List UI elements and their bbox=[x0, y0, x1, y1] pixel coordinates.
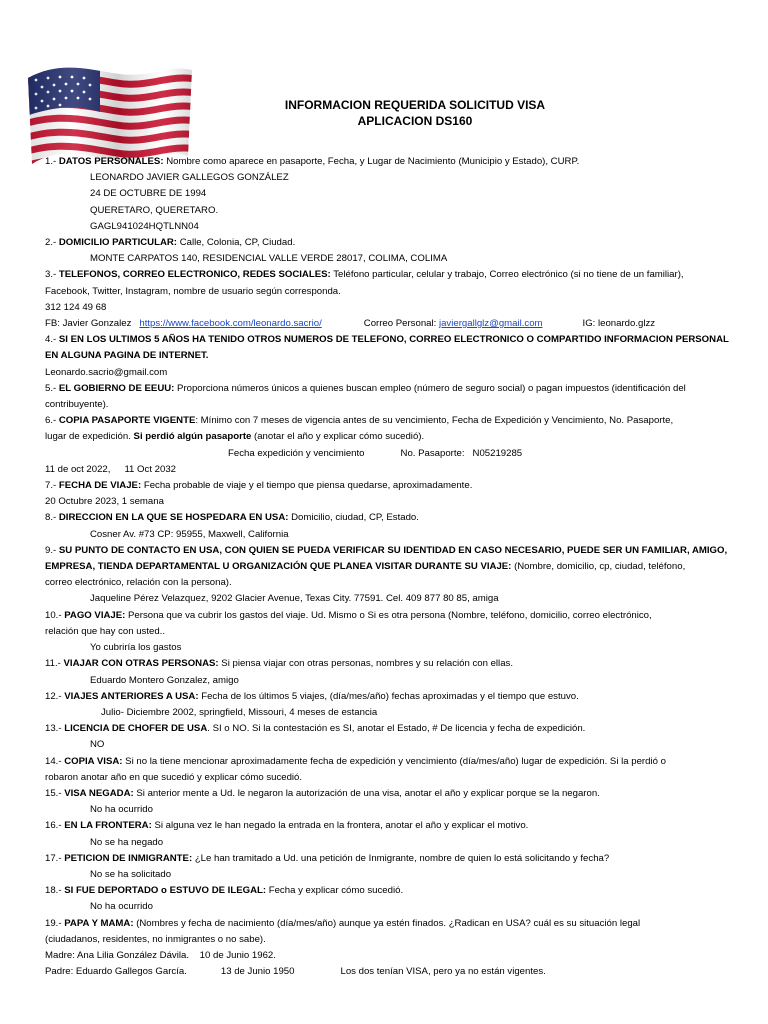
section-16-heading: 16.- EN LA FRONTERA: Si alguna vez le han negado la entrada en la frontera, anotar el año y explicar el motivo. bbox=[45, 820, 529, 832]
section-4-heading-cont: EN ALGUNA PAGINA DE INTERNET. bbox=[45, 350, 209, 362]
section-9-text: correo electrónico, relación con la persona). bbox=[45, 577, 232, 589]
father-row: Padre: Eduardo Gallegos García. 13 de Junio 1950 Los dos tenían VISA, pero ya no están vigentes. bbox=[45, 966, 546, 978]
usa-contact: Jaqueline Pérez Velazquez, 9202 Glacier Avenue, Texas City. 77591. Cel. 409 877 80 85, amiga bbox=[90, 593, 499, 605]
passport-dates: 11 de oct 2022, 11 Oct 2032 bbox=[45, 463, 176, 475]
section-13-heading: 13.- LICENCIA DE CHOFER DE USA. SI o NO. Si la contestación es SI, anotar el Estado, # De licencia y fecha de expedición. bbox=[45, 723, 586, 735]
travel-companions: Eduardo Montero Gonzalez, amigo bbox=[90, 674, 239, 686]
email-label: Correo Personal: bbox=[363, 318, 437, 330]
section-3-heading: 3.- TELEFONOS, CORREO ELECTRONICO, REDES SOCIALES: Teléfono particular, celular y trabajo, Correo electrónico (si no tiene de un familiar), bbox=[45, 269, 684, 281]
curp: GAGL941024HQTLNN04 bbox=[90, 220, 199, 232]
section-14-text: robaron anotar año en que sucedió y explicar cómo sucedió. bbox=[45, 771, 303, 783]
section-17-heading: 17.- PETICION DE INMIGRANTE: ¿Le han tramitado a Ud. una petición de Inmigrante, nombre de quien lo está solicitando y fecha? bbox=[45, 852, 610, 864]
section-2-heading: 2.- DOMICILIO PARTICULAR: Calle, Colonia, CP, Ciudad. bbox=[45, 237, 296, 249]
section-3-text: Facebook, Twitter, Instagram, nombre de usuario según corresponda. bbox=[45, 285, 341, 297]
page-subtitle: APLICACION DS160 bbox=[357, 114, 473, 128]
other-email: Leonardo.sacrio@gmail.com bbox=[45, 366, 168, 378]
section-9-heading: 9.- SU PUNTO DE CONTACTO EN USA, CON QUIEN SE PUEDA VERIFICAR SU IDENTIDAD EN CASO NECESARIO, PUEDE SER UN FAMILIAR, AMIGO, bbox=[45, 544, 728, 556]
page-title: INFORMACION REQUERIDA SOLICITUD VISA bbox=[284, 98, 546, 112]
home-address: MONTE CARPATOS 140, RESIDENCIAL VALLE VERDE 28017, COLIMA, COLIMA bbox=[90, 253, 448, 265]
usa-address: Cosner Av. #73 CP: 95955, Maxwell, California bbox=[90, 528, 289, 540]
section-12-heading: 12.- VIAJES ANTERIORES A USA: Fecha de los últimos 5 viajes, (día/mes/año) fechas aproximadas y el tiempo que estuvo. bbox=[45, 690, 579, 702]
passport-number: N05219285 bbox=[472, 447, 523, 459]
section-6-text: lugar de expedición. Si perdió algún pasaporte (anotar el año y explicar cómo sucedió). bbox=[45, 431, 425, 443]
section-15-heading: 15.- VISA NEGADA: Si anterior mente a Ud. le negaron la autorización de una visa, anotar el año y explicar porque se la negaron. bbox=[45, 787, 600, 799]
section-10-text: relación que hay con usted.. bbox=[45, 625, 166, 637]
trip-payer: Yo cubriría los gastos bbox=[90, 642, 182, 654]
mother-row: Madre: Ana Lilia González Dávila. 10 de Junio 1962. bbox=[45, 949, 276, 961]
section-9-heading-cont: EMPRESA, TIENDA DEPARTAMENTAL U ORGANIZACIÓN QUE PLANEA VISITAR DURANTE SU VIAJE: (Nombre, domicilio, cp, ciudad, teléfono, bbox=[45, 561, 686, 573]
section-11-heading: 11.- VIAJAR CON OTRAS PERSONAS: Si piensa viajar con otras personas, nombres y su relación con ellas. bbox=[45, 658, 513, 670]
document-body bbox=[45, 154, 729, 980]
deported-answer: No ha ocurrido bbox=[90, 901, 153, 913]
birth-place: QUERETARO, QUERETARO. bbox=[90, 204, 219, 216]
previous-trips: Julio- Diciembre 2002, springfield, Missouri, 4 meses de estancia bbox=[101, 706, 378, 718]
section-5-heading: 5.- EL GOBIERNO DE EEUU: Proporciona números únicos a quienes buscan empleo (número de seguro social) o pagan impuestos (identificación del bbox=[45, 382, 686, 394]
full-name: LEONARDO JAVIER GALLEGOS GONZÁLEZ bbox=[90, 172, 289, 184]
section-10-heading: 10.- PAGO VIAJE: Persona que va cubrir los gastos del viaje. Ud. Mismo o Si es otra persona (Nombre, teléfono, domicilio, correo electrónico, bbox=[45, 609, 652, 621]
passport-header: Fecha expedición y vencimiento No. Pasaporte: N05219285 bbox=[228, 447, 523, 459]
section-19-heading: 19.- PAPA Y MAMA: (Nombres y fecha de nacimiento (día/mes/año) aunque ya estén finados. ¿Radican en USA? cuál es su situación legal bbox=[45, 917, 641, 929]
section-8-heading: 8.- DIRECCION EN LA QUE SE HOSPEDARA EN USA: Domicilio, ciudad, CP, Estado. bbox=[45, 512, 419, 524]
visa-denied-answer: No ha ocurrido bbox=[90, 804, 153, 816]
birth-date: 24 DE OCTUBRE DE 1994 bbox=[90, 188, 207, 200]
section-7-heading: 7.- FECHA DE VIAJE: Fecha probable de viaje y el tiempo que piensa quedarse, aproximadamente. bbox=[45, 480, 473, 492]
section-6-heading: 6.- COPIA PASAPORTE VIGENTE: Mínimo con 7 meses de vigencia antes de su vencimiento, Fecha de Expedición y Vencimiento, No. Pasaporte, bbox=[45, 415, 674, 427]
section-18-heading: 18.- SI FUE DEPORTADO o ESTUVO DE ILEGAL: Fecha y explicar cómo sucedió. bbox=[45, 885, 404, 897]
instagram-handle: IG: leonardo.glzz bbox=[582, 318, 656, 330]
immigrant-petition-answer: No se ha solicitado bbox=[90, 868, 172, 880]
driver-license-answer: NO bbox=[90, 739, 105, 751]
facebook-link[interactable]: https://www.facebook.com/leonardo.sacrio/ bbox=[139, 318, 322, 330]
travel-date: 20 Octubre 2023, 1 semana bbox=[45, 496, 164, 508]
section-19-text: (ciudadanos, residentes, no inmigrantes o no sabe). bbox=[45, 933, 266, 945]
facebook-label: FB: Javier Gonzalez bbox=[45, 318, 132, 330]
section-4-heading: 4.- SI EN LOS ULTIMOS 5 AÑOS HA TENIDO OTROS NUMEROS DE TELEFONO, CORREO ELECTRONICO O COMPARTIDO INFORMACION PERSONAL bbox=[45, 334, 729, 346]
border-answer: No se ha negado bbox=[90, 836, 164, 848]
section-14-heading: 14.- COPIA VISA: Si no la tiene mencionar aproximadamente fecha de expedición y vencimiento (día/mes/año) lugar de expedición. Si la perdió o bbox=[45, 755, 666, 767]
email-link[interactable]: javiergallglz@gmail.com bbox=[438, 318, 543, 330]
section-5-text: contribuyente). bbox=[45, 399, 109, 411]
section-1-heading: 1.- DATOS PERSONALES: Nombre como aparece en pasaporte, Fecha, y Lugar de Nacimiento (Municipio y Estado), CURP. bbox=[45, 156, 580, 167]
social-row bbox=[45, 316, 721, 332]
phone-number: 312 124 49 68 bbox=[45, 301, 107, 313]
